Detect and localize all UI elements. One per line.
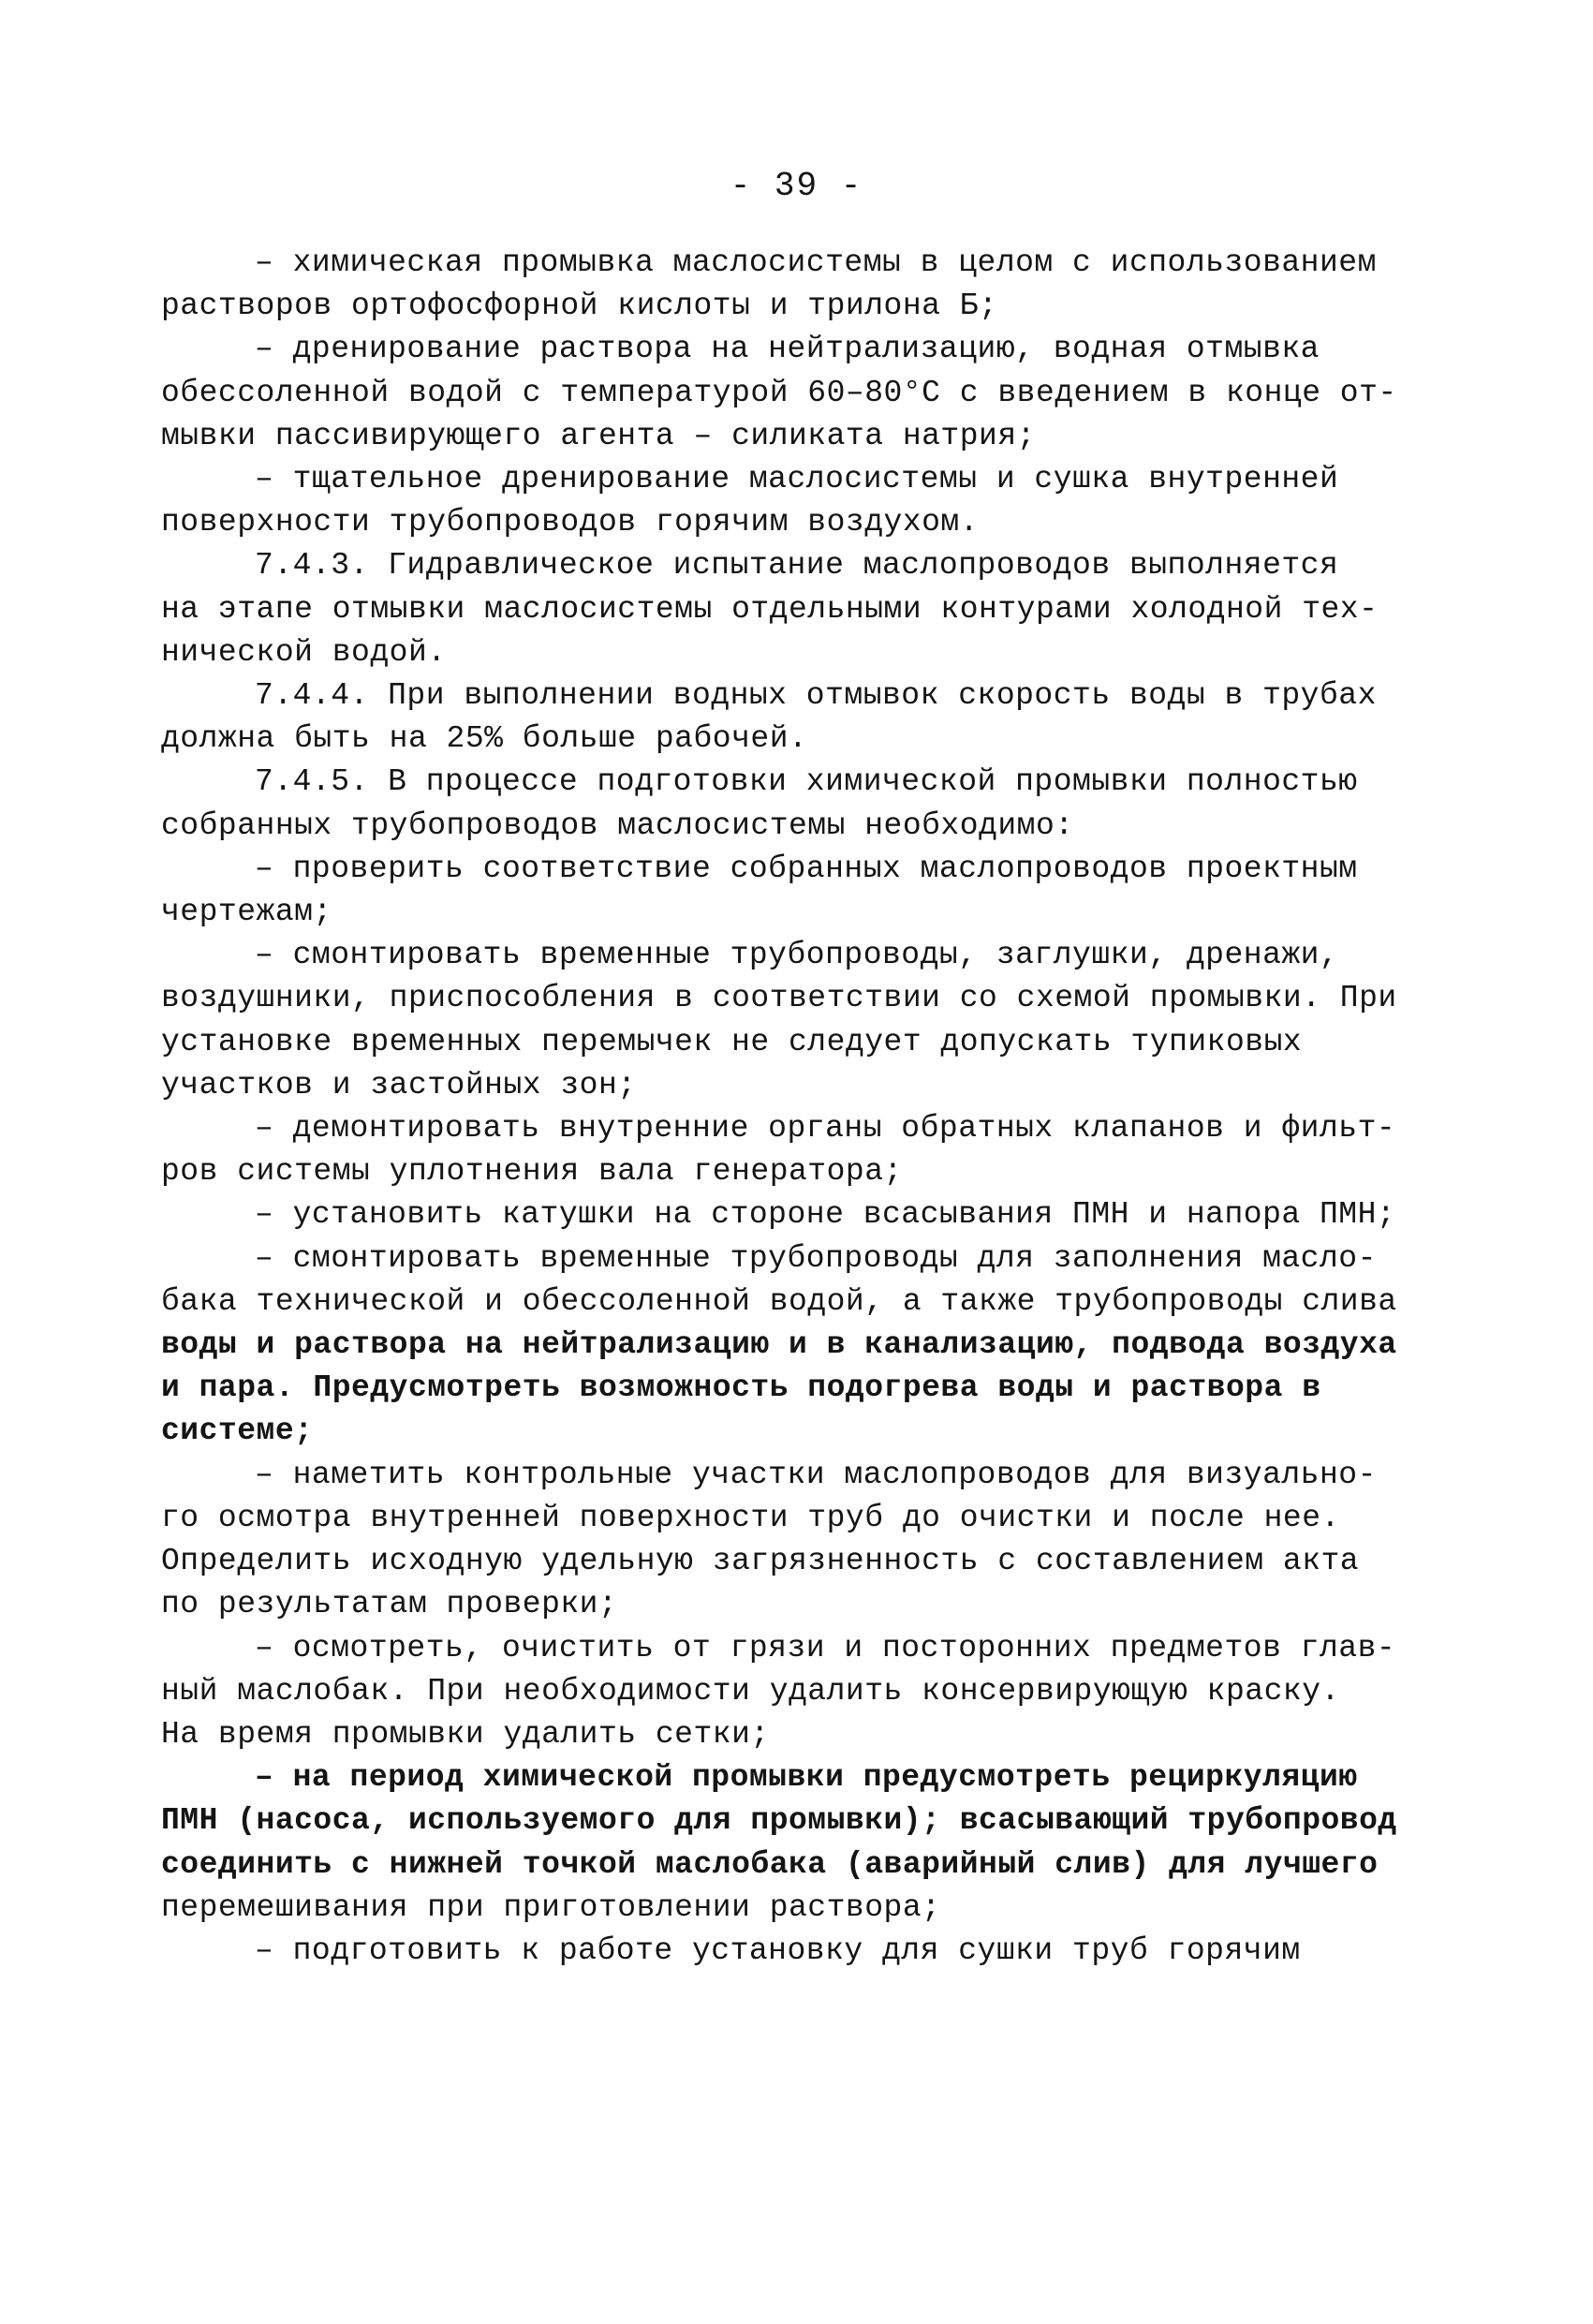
text-line: системе; bbox=[161, 1414, 314, 1449]
text-line: – установить катушки на стороне всасывания ПМН и напора ПМН; bbox=[255, 1197, 1396, 1233]
text-line: перемешивания при приготовлении раствора; bbox=[161, 1889, 941, 1925]
text-line: установке временных перемычек не следует допускать тупиковых bbox=[161, 1024, 1303, 1059]
text-line: го осмотра внутренней поверхности труб до очистки и после нее. bbox=[161, 1500, 1340, 1535]
text-line: 7.4.4. При выполнении водных отмывок скорость воды в трубах bbox=[255, 678, 1377, 714]
text-line: – смонтировать временные трубопроводы, заглушки, дренажи, bbox=[255, 938, 1339, 973]
text-line: ров системы уплотнения вала генератора; bbox=[161, 1154, 903, 1190]
text-line: и пара. Предусмотреть возможность подогрева воды и раствора в bbox=[161, 1370, 1321, 1406]
body-text bbox=[161, 242, 1416, 1973]
text-line: – демонтировать внутренние органы обратных клапанов и фильт- bbox=[255, 1111, 1396, 1147]
text-line: – на период химической промывки предусмотреть рециркуляцию bbox=[255, 1760, 1358, 1796]
text-line: собранных трубопроводов маслосистемы необходимо: bbox=[161, 807, 1074, 843]
text-line: – химическая промывка маслосистемы в целом с использованием bbox=[255, 245, 1377, 280]
text-line: ный маслобак. При необходимости удалить консервирующую краску. bbox=[161, 1673, 1340, 1709]
text-line: нической водой. bbox=[161, 634, 447, 670]
text-line: воздушники, приспособления в соответствии со схемой промывки. При bbox=[161, 981, 1397, 1016]
text-line: – наметить контрольные участки маслопроводов для визуально- bbox=[255, 1457, 1377, 1492]
text-line: – осмотреть, очистить от грязи и посторонних предметов глав- bbox=[255, 1630, 1396, 1665]
text-line: – проверить соответствие собранных маслопроводов проектным bbox=[255, 851, 1358, 886]
text-line: 7.4.5. В процессе подготовки химической промывки полностью bbox=[255, 764, 1358, 800]
text-line: по результатам проверки; bbox=[161, 1587, 618, 1622]
text-line: должна быть на 25% больше рабочей. bbox=[161, 721, 808, 757]
text-line: бака технической и обессоленной водой, а также трубопроводы слива bbox=[161, 1283, 1397, 1319]
text-line: ПМН (насоса, используемого для промывки); всасывающий трубопровод bbox=[161, 1803, 1397, 1839]
text-line: – тщательное дренирование маслосистемы и сушка внутренней bbox=[255, 462, 1339, 497]
text-line: – подготовить к работе установку для сушки труб горячим bbox=[255, 1932, 1301, 1968]
text-line: воды и раствора на нейтрализацию и в канализацию, подвода воздуха bbox=[161, 1327, 1397, 1363]
text-line: растворов ортофосфорной кислоты и трилона Б; bbox=[161, 289, 998, 324]
text-line: поверхности трубопроводов горячим воздухом. bbox=[161, 505, 980, 540]
text-line: на этапе отмывки маслосистемы отдельными контурами холодной тех- bbox=[161, 591, 1379, 627]
text-line: На время промывки удалить сетки; bbox=[161, 1716, 770, 1752]
text-line: – дренирование раствора на нейтрализацию, водная отмывка bbox=[255, 332, 1320, 367]
text-line: участков и застойных зон; bbox=[161, 1067, 637, 1103]
text-line: Определить исходную удельную загрязненность с составлением акта bbox=[161, 1544, 1360, 1579]
text-line: – смонтировать временные трубопроводы для заполнения масло- bbox=[255, 1240, 1377, 1276]
text-line: 7.4.3. Гидравлическое испытание маслопроводов выполняется bbox=[255, 548, 1339, 584]
text-line: соединить с нижней точкой маслобака (аварийный слив) для лучшего bbox=[161, 1846, 1379, 1882]
text-line: мывки пассивирующего агента – силиката натрия; bbox=[161, 418, 1036, 453]
page-number: - 39 - bbox=[730, 167, 863, 205]
text-line: обессоленной водой с температурой 60–80°С с введением в конце от- bbox=[161, 375, 1397, 410]
text-line: чертежам; bbox=[161, 895, 332, 930]
